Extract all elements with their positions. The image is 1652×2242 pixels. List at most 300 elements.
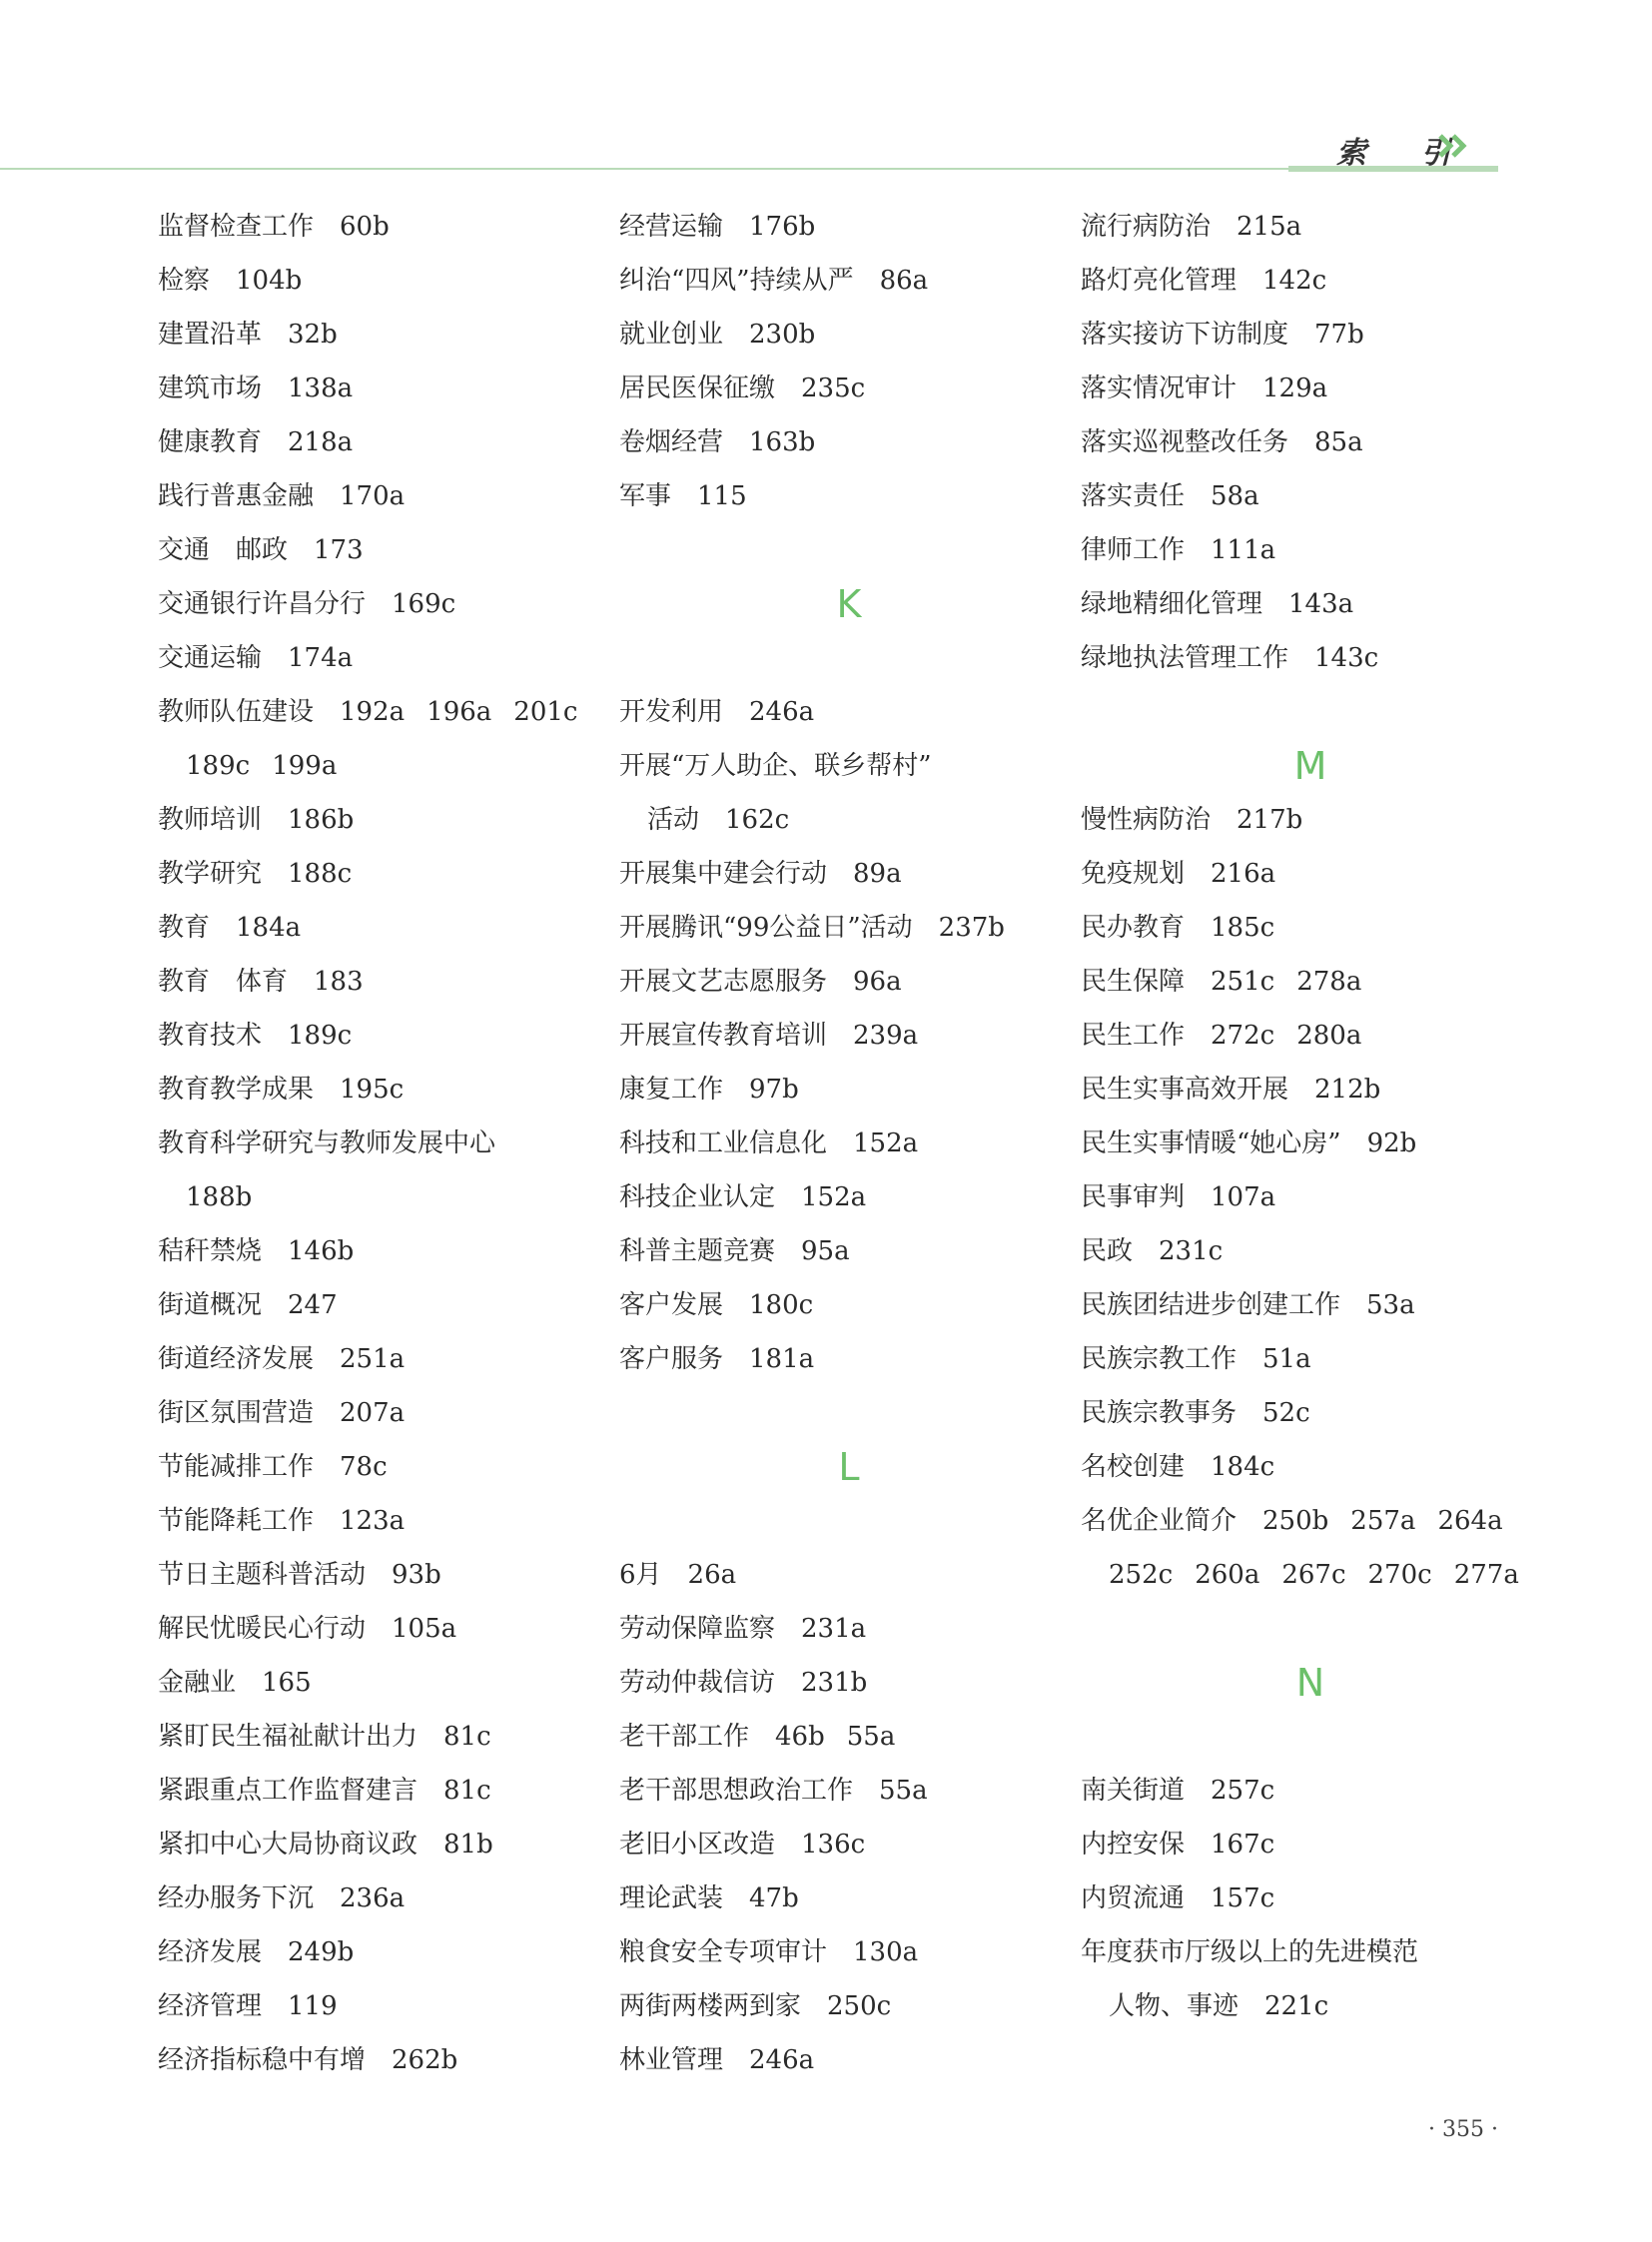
index-term: 绿地执法管理工作 bbox=[1081, 643, 1289, 673]
page-reference: 278a bbox=[1296, 967, 1362, 997]
page-reference: 262b bbox=[392, 2045, 458, 2075]
index-term: 年度获市厅级以上的先进模范 bbox=[1081, 1937, 1419, 1967]
page-reference: 217b bbox=[1237, 805, 1303, 835]
index-entry bbox=[619, 2033, 1079, 2087]
index-term: 民族宗教事务 bbox=[1081, 1398, 1238, 1428]
index-term: 落实巡视整改任务 bbox=[1081, 427, 1289, 457]
index-term: 活动 bbox=[647, 805, 700, 835]
index-term: 6月 bbox=[619, 1560, 662, 1590]
index-entry bbox=[158, 1656, 617, 1710]
index-entry-continuation bbox=[1081, 1548, 1540, 1602]
page-reference: 184a bbox=[236, 913, 302, 943]
index-entry bbox=[158, 1063, 617, 1117]
page-reference: 81c bbox=[443, 1722, 491, 1752]
index-entry bbox=[1081, 1925, 1540, 1979]
index-entry bbox=[1081, 1117, 1540, 1170]
index-term: 教学研究 bbox=[158, 859, 263, 889]
index-entry bbox=[158, 415, 617, 469]
index-term: 卷烟经营 bbox=[619, 427, 724, 457]
index-entry bbox=[158, 577, 617, 631]
index-term: 老旧小区改造 bbox=[619, 1830, 776, 1860]
index-term: 开展宣传教育培训 bbox=[619, 1021, 828, 1051]
index-term: 交通银行许昌分行 bbox=[158, 589, 367, 619]
index-entry bbox=[619, 739, 1079, 793]
index-entry bbox=[1081, 577, 1540, 631]
index-term: 劳动保障监察 bbox=[619, 1614, 776, 1644]
index-entry bbox=[619, 847, 1079, 901]
index-entry bbox=[158, 200, 617, 254]
index-entry bbox=[158, 1925, 617, 1979]
index-term: 节日主题科普活动 bbox=[158, 1560, 367, 1590]
index-term: 路灯亮化管理 bbox=[1081, 266, 1238, 296]
index-term: 免疫规划 bbox=[1081, 859, 1186, 889]
index-term: 落实情况审计 bbox=[1081, 374, 1238, 403]
index-term: 科技企业认定 bbox=[619, 1182, 776, 1212]
index-entry bbox=[619, 1224, 1079, 1278]
page-reference: 104b bbox=[236, 266, 303, 296]
page-reference: 236a bbox=[340, 1883, 406, 1913]
index-entry bbox=[1081, 1764, 1540, 1818]
index-entry bbox=[1081, 1332, 1540, 1386]
index-entry bbox=[1081, 631, 1540, 685]
page-reference: 192a bbox=[340, 697, 406, 727]
index-term: 慢性病防治 bbox=[1081, 805, 1212, 835]
index-entry bbox=[158, 1117, 617, 1170]
index-entry bbox=[1081, 1494, 1540, 1548]
index-term: 紧盯民生福祉献计出力 bbox=[158, 1722, 418, 1752]
page-reference: 280a bbox=[1296, 1021, 1362, 1051]
page-reference: 186b bbox=[288, 805, 355, 835]
index-term: 客户服务 bbox=[619, 1344, 724, 1374]
index-entry bbox=[619, 1602, 1079, 1656]
index-entry bbox=[1081, 1063, 1540, 1117]
index-column-3 bbox=[1081, 200, 1540, 2033]
page-reference: 231a bbox=[801, 1614, 867, 1644]
index-entry bbox=[619, 254, 1079, 308]
index-entry-continuation bbox=[158, 739, 617, 793]
page-reference: 257c bbox=[1211, 1776, 1275, 1806]
page-reference: 138a bbox=[288, 374, 354, 403]
page-reference: 123a bbox=[340, 1506, 406, 1536]
page-reference: 247 bbox=[288, 1290, 338, 1320]
page-reference: 167c bbox=[1211, 1830, 1275, 1860]
page-reference: 230b bbox=[749, 320, 816, 350]
index-term: 客户发展 bbox=[619, 1290, 724, 1320]
index-entry bbox=[619, 1117, 1079, 1170]
section-letter: K bbox=[836, 582, 862, 626]
index-term: 老干部工作 bbox=[619, 1722, 750, 1752]
index-term: 街区氛围营造 bbox=[158, 1398, 315, 1428]
page-reference: 157c bbox=[1211, 1883, 1275, 1913]
index-term: 劳动仲裁信访 bbox=[619, 1668, 776, 1698]
page-reference: 180c bbox=[749, 1290, 814, 1320]
page-reference: 55a bbox=[879, 1776, 928, 1806]
index-entry bbox=[158, 308, 617, 362]
index-entry bbox=[158, 685, 617, 739]
index-entry bbox=[619, 1710, 1079, 1764]
index-entry bbox=[1081, 1009, 1540, 1063]
page-reference: 95a bbox=[801, 1236, 850, 1266]
index-entry bbox=[158, 1440, 617, 1494]
index-entry bbox=[158, 793, 617, 847]
index-entry bbox=[1081, 1818, 1540, 1871]
page-reference: 130a bbox=[853, 1937, 919, 1967]
page-reference: 189c bbox=[288, 1021, 353, 1051]
page-reference: 270c bbox=[1367, 1560, 1432, 1590]
index-term: 监督检查工作 bbox=[158, 212, 315, 242]
index-entry bbox=[619, 1925, 1079, 1979]
index-term: 落实责任 bbox=[1081, 481, 1186, 511]
page-reference: 143a bbox=[1288, 589, 1354, 619]
index-term: 流行病防治 bbox=[1081, 212, 1212, 242]
page-reference: 142c bbox=[1262, 266, 1327, 296]
page-reference: 184c bbox=[1211, 1452, 1275, 1482]
index-term: 开发利用 bbox=[619, 697, 724, 727]
index-entry bbox=[158, 847, 617, 901]
page-reference: 207a bbox=[340, 1398, 406, 1428]
page-reference: 81b bbox=[443, 1830, 493, 1860]
page-reference: 92b bbox=[1366, 1128, 1417, 1158]
index-entry bbox=[1081, 1386, 1540, 1440]
index-entry bbox=[1081, 955, 1540, 1009]
index-term: 名校创建 bbox=[1081, 1452, 1186, 1482]
index-entry bbox=[619, 469, 1079, 523]
page-reference: 231c bbox=[1159, 1236, 1224, 1266]
page-reference: 162c bbox=[725, 805, 790, 835]
page-reference: 86a bbox=[879, 266, 929, 296]
page-reference: 89a bbox=[853, 859, 902, 889]
index-entry bbox=[619, 1548, 1079, 1602]
section-spacer bbox=[1081, 1710, 1540, 1764]
index-term: 教育技术 bbox=[158, 1021, 263, 1051]
page-reference: 85a bbox=[1314, 427, 1363, 457]
index-term: 律师工作 bbox=[1081, 535, 1186, 565]
index-entry bbox=[158, 1009, 617, 1063]
page-reference: 221c bbox=[1264, 1991, 1329, 2021]
page-reference: 136c bbox=[801, 1830, 866, 1860]
section-letter: N bbox=[1295, 1661, 1325, 1705]
index-term: 开展腾讯“99公益日”活动 bbox=[619, 913, 913, 943]
index-term: 老干部思想政治工作 bbox=[619, 1776, 854, 1806]
section-spacer bbox=[619, 1494, 1079, 1548]
index-entry bbox=[158, 1278, 617, 1332]
index-term: 经济管理 bbox=[158, 1991, 263, 2021]
index-term: 紧跟重点工作监督建言 bbox=[158, 1776, 418, 1806]
index-term: 粮食安全专项审计 bbox=[619, 1937, 828, 1967]
index-entry bbox=[1081, 254, 1540, 308]
page-reference: 201c bbox=[513, 697, 578, 727]
index-term: 街道经济发展 bbox=[158, 1344, 315, 1374]
page-reference: 173 bbox=[314, 535, 364, 565]
index-term: 践行普惠金融 bbox=[158, 481, 315, 511]
page-reference: 78c bbox=[340, 1452, 388, 1482]
index-entry bbox=[158, 1494, 617, 1548]
page-reference: 165 bbox=[262, 1668, 312, 1698]
index-term: 纠治“四风”持续从严 bbox=[619, 266, 854, 296]
index-term: 落实接访下访制度 bbox=[1081, 320, 1289, 350]
page-reference: 51a bbox=[1262, 1344, 1311, 1374]
index-term: 就业创业 bbox=[619, 320, 724, 350]
page-reference: 237b bbox=[938, 913, 1005, 943]
index-term: 紧扣中心大局协商议政 bbox=[158, 1830, 418, 1860]
page-reference: 47b bbox=[749, 1883, 799, 1913]
page-reference: 188c bbox=[288, 859, 353, 889]
page-reference: 181a bbox=[749, 1344, 815, 1374]
index-entry-continuation bbox=[619, 793, 1079, 847]
index-column-1 bbox=[158, 200, 617, 2087]
index-term: 教育教学成果 bbox=[158, 1075, 315, 1105]
index-term: 绿地精细化管理 bbox=[1081, 589, 1263, 619]
page-reference: 93b bbox=[392, 1560, 441, 1590]
index-entry bbox=[158, 1871, 617, 1925]
index-entry bbox=[158, 1818, 617, 1871]
index-term: 检察 bbox=[158, 266, 211, 296]
page-reference: 195c bbox=[340, 1075, 405, 1105]
index-term: 秸秆禁烧 bbox=[158, 1236, 263, 1266]
page-reference: 250c bbox=[827, 1991, 892, 2021]
page-reference: 272c bbox=[1211, 1021, 1275, 1051]
index-entry bbox=[1081, 415, 1540, 469]
page-reference: 146b bbox=[288, 1236, 355, 1266]
page-reference: 264a bbox=[1437, 1506, 1503, 1536]
index-entry bbox=[619, 415, 1079, 469]
index-term: 开展文艺志愿服务 bbox=[619, 967, 828, 997]
index-term: 南关街道 bbox=[1081, 1776, 1186, 1806]
index-entry bbox=[158, 1332, 617, 1386]
index-term: 民政 bbox=[1081, 1236, 1134, 1266]
page-reference: 251a bbox=[340, 1344, 406, 1374]
double-chevron-right-icon bbox=[1436, 133, 1472, 159]
index-entry bbox=[1081, 1871, 1540, 1925]
page-reference: 169c bbox=[392, 589, 456, 619]
index-entry bbox=[158, 2033, 617, 2087]
index-entry bbox=[619, 1332, 1079, 1386]
index-entry bbox=[158, 1386, 617, 1440]
page-reference: 60b bbox=[340, 212, 390, 242]
page-reference: 46b bbox=[775, 1722, 825, 1752]
page-reference: 96a bbox=[853, 967, 902, 997]
section-spacer bbox=[619, 631, 1079, 685]
page-header-title: 索 引 bbox=[1336, 136, 1473, 171]
index-term: 开展“万人助企、联乡帮村” bbox=[619, 751, 932, 781]
index-term: 理论武装 bbox=[619, 1883, 724, 1913]
page-reference: 246a bbox=[749, 2045, 815, 2075]
page-reference: 246a bbox=[749, 697, 815, 727]
page-reference: 196a bbox=[426, 697, 492, 727]
index-term: 解民忧暖民心行动 bbox=[158, 1614, 367, 1644]
index-term: 林业管理 bbox=[619, 2045, 724, 2075]
page-reference: 216a bbox=[1211, 859, 1276, 889]
page-reference: 231b bbox=[801, 1668, 868, 1698]
index-term: 人物、事迹 bbox=[1109, 1991, 1239, 2021]
page-reference: 129a bbox=[1262, 374, 1328, 403]
page-reference: 115 bbox=[697, 481, 747, 511]
index-entry bbox=[619, 1063, 1079, 1117]
section-spacer bbox=[619, 523, 1079, 577]
index-entry bbox=[158, 1602, 617, 1656]
index-entry bbox=[619, 1818, 1079, 1871]
page-reference: 251c bbox=[1211, 967, 1275, 997]
index-entry bbox=[158, 631, 617, 685]
page-reference: 26a bbox=[687, 1560, 737, 1590]
index-term: 军事 bbox=[619, 481, 672, 511]
index-term: 居民医保征缴 bbox=[619, 374, 776, 403]
index-entry bbox=[619, 1979, 1079, 2033]
index-term: 教育科学研究与教师发展中心 bbox=[158, 1128, 496, 1158]
index-entry bbox=[158, 469, 617, 523]
page-reference: 257a bbox=[1350, 1506, 1416, 1536]
index-term: 节能减排工作 bbox=[158, 1452, 315, 1482]
page-reference: 189c bbox=[186, 751, 251, 781]
index-term: 内贸流通 bbox=[1081, 1883, 1186, 1913]
index-term: 民事审判 bbox=[1081, 1182, 1186, 1212]
page-reference: 267c bbox=[1281, 1560, 1346, 1590]
index-entry bbox=[619, 955, 1079, 1009]
index-term: 民生实事高效开展 bbox=[1081, 1075, 1289, 1105]
page-reference: 260a bbox=[1195, 1560, 1260, 1590]
index-entry bbox=[158, 1979, 617, 2033]
index-term: 金融业 bbox=[158, 1668, 237, 1698]
section-spacer bbox=[1081, 685, 1540, 739]
index-entry-continuation bbox=[1081, 1979, 1540, 2033]
page-reference: 53a bbox=[1366, 1290, 1415, 1320]
index-term: 教育 bbox=[158, 913, 211, 943]
index-term: 名优企业简介 bbox=[1081, 1506, 1238, 1536]
page-number: · 355 · bbox=[1428, 2117, 1498, 2142]
index-term: 开展集中建会行动 bbox=[619, 859, 828, 889]
index-entry bbox=[619, 200, 1079, 254]
index-term: 民生实事情暖“她心房” bbox=[1081, 1128, 1341, 1158]
index-term: 科技和工业信息化 bbox=[619, 1128, 828, 1158]
page-reference: 152a bbox=[801, 1182, 867, 1212]
index-term: 经营运输 bbox=[619, 212, 724, 242]
page-reference: 143c bbox=[1314, 643, 1379, 673]
index-entry bbox=[1081, 200, 1540, 254]
index-term: 经济指标稳中有增 bbox=[158, 2045, 367, 2075]
index-entry bbox=[158, 1548, 617, 1602]
index-term: 教师队伍建设 bbox=[158, 697, 315, 727]
index-term: 教育 体育 bbox=[158, 967, 289, 997]
index-entry bbox=[158, 901, 617, 955]
index-entry bbox=[1081, 1170, 1540, 1224]
page-reference: 152a bbox=[853, 1128, 919, 1158]
section-letter: M bbox=[1293, 744, 1327, 788]
index-term: 两街两楼两到家 bbox=[619, 1991, 802, 2021]
page-reference: 252c bbox=[1109, 1560, 1174, 1590]
section-letter: L bbox=[838, 1445, 860, 1489]
section-spacer bbox=[1081, 1602, 1540, 1656]
page-reference: 185c bbox=[1211, 913, 1275, 943]
index-entry bbox=[158, 523, 617, 577]
index-entry bbox=[1081, 1224, 1540, 1278]
index-entry bbox=[158, 1764, 617, 1818]
index-term: 民族宗教工作 bbox=[1081, 1344, 1238, 1374]
page-reference: 163b bbox=[749, 427, 816, 457]
index-entry bbox=[619, 1764, 1079, 1818]
page-reference: 170a bbox=[340, 481, 406, 511]
page-reference: 97b bbox=[749, 1075, 799, 1105]
index-term: 民生工作 bbox=[1081, 1021, 1186, 1051]
index-entry bbox=[619, 362, 1079, 415]
index-entry bbox=[1081, 362, 1540, 415]
index-entry bbox=[1081, 847, 1540, 901]
page-reference: 107a bbox=[1211, 1182, 1276, 1212]
index-entry bbox=[1081, 523, 1540, 577]
index-entry-continuation bbox=[158, 1170, 617, 1224]
header-rule bbox=[0, 168, 1498, 170]
index-term: 教师培训 bbox=[158, 805, 263, 835]
index-entry bbox=[1081, 901, 1540, 955]
index-term: 经办服务下沉 bbox=[158, 1883, 315, 1913]
page-reference: 250b bbox=[1262, 1506, 1329, 1536]
index-entry bbox=[1081, 469, 1540, 523]
index-term: 民生保障 bbox=[1081, 967, 1186, 997]
index-entry bbox=[1081, 1278, 1540, 1332]
page-reference: 183 bbox=[314, 967, 364, 997]
page-reference: 55a bbox=[846, 1722, 896, 1752]
page-reference: 32b bbox=[288, 320, 338, 350]
index-term: 建置沿革 bbox=[158, 320, 263, 350]
page-reference: 176b bbox=[749, 212, 816, 242]
page-reference: 52c bbox=[1262, 1398, 1310, 1428]
index-entry bbox=[619, 685, 1079, 739]
page-reference: 218a bbox=[288, 427, 354, 457]
index-term: 健康教育 bbox=[158, 427, 263, 457]
page-reference: 215a bbox=[1237, 212, 1302, 242]
index-term: 康复工作 bbox=[619, 1075, 724, 1105]
index-term: 建筑市场 bbox=[158, 374, 263, 403]
index-term: 节能降耗工作 bbox=[158, 1506, 315, 1536]
index-term: 内控安保 bbox=[1081, 1830, 1186, 1860]
index-entry bbox=[1081, 308, 1540, 362]
index-term: 科普主题竞赛 bbox=[619, 1236, 776, 1266]
index-entry bbox=[158, 955, 617, 1009]
index-entry bbox=[158, 1710, 617, 1764]
index-term: 交通运输 bbox=[158, 643, 263, 673]
page-reference: 249b bbox=[288, 1937, 355, 1967]
index-entry bbox=[619, 901, 1079, 955]
page-reference: 212b bbox=[1314, 1075, 1381, 1105]
index-entry bbox=[1081, 793, 1540, 847]
page-reference: 77b bbox=[1314, 320, 1364, 350]
index-term: 街道概况 bbox=[158, 1290, 263, 1320]
page-reference: 119 bbox=[288, 1991, 338, 2021]
index-term: 民族团结进步创建工作 bbox=[1081, 1290, 1341, 1320]
page-reference: 81c bbox=[443, 1776, 491, 1806]
index-term: 交通 邮政 bbox=[158, 535, 289, 565]
page-reference: 174a bbox=[288, 643, 354, 673]
index-entry bbox=[619, 1656, 1079, 1710]
index-term: 经济发展 bbox=[158, 1937, 263, 1967]
index-entry bbox=[619, 1009, 1079, 1063]
page-reference: 188b bbox=[186, 1182, 253, 1212]
page-reference: 239a bbox=[853, 1021, 919, 1051]
page-reference: 277a bbox=[1453, 1560, 1519, 1590]
index-term: 民办教育 bbox=[1081, 913, 1186, 943]
page-reference: 199a bbox=[272, 751, 338, 781]
index-entry bbox=[158, 254, 617, 308]
index-entry bbox=[619, 1871, 1079, 1925]
page-reference: 58a bbox=[1211, 481, 1259, 511]
index-entry bbox=[1081, 1440, 1540, 1494]
page-reference: 105a bbox=[392, 1614, 457, 1644]
index-entry bbox=[619, 1278, 1079, 1332]
index-entry bbox=[158, 362, 617, 415]
section-spacer bbox=[619, 1386, 1079, 1440]
index-entry bbox=[619, 1170, 1079, 1224]
page-reference: 111a bbox=[1211, 535, 1276, 565]
page-reference: 235c bbox=[801, 374, 866, 403]
